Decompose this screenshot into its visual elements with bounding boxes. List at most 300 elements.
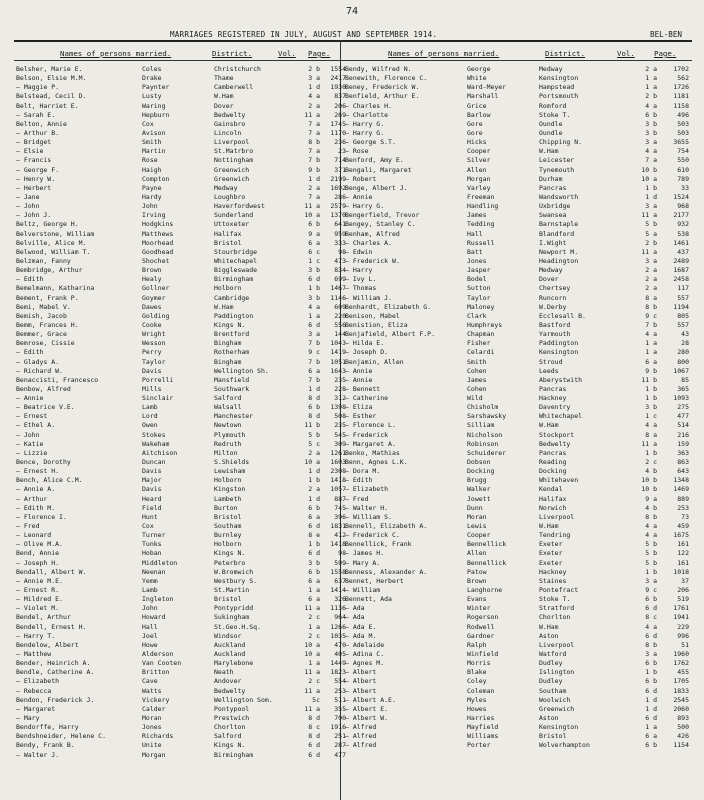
register-entry (14, 220, 346, 229)
volume: 8 b (645, 512, 657, 521)
spouse-surname: Chapman (467, 330, 495, 339)
register-entry (343, 403, 691, 412)
person-name: — Adelaide (345, 640, 385, 649)
page-ref: 700 (334, 713, 346, 722)
volume: 10 b (641, 165, 657, 174)
district: Tendring (539, 531, 571, 540)
spouse-surname: Dawes (142, 302, 162, 311)
page-ref: 2177 (673, 211, 689, 220)
register-entry (14, 713, 346, 723)
spouse-surname: Duncan (142, 458, 166, 467)
volume: 6 d (308, 522, 320, 531)
person-name: — William J. (345, 293, 392, 302)
spouse-surname: Davis (142, 366, 162, 375)
volume: 7 b (308, 156, 320, 165)
page-ref: 556 (334, 320, 346, 329)
district: Wellington Som. (214, 695, 273, 704)
person-name: — Violet M. (16, 604, 60, 613)
register-entry (14, 732, 346, 741)
district: Staines (539, 576, 567, 585)
spouse-surname: Silliam (467, 421, 495, 430)
spouse-surname: Waring (142, 101, 166, 110)
register-entry (343, 714, 691, 723)
page-ref: 1067 (673, 366, 689, 375)
district: Stratford (539, 604, 575, 613)
spouse-surname: Ingleton (142, 595, 174, 604)
district: Holborn (214, 476, 242, 485)
volume: 2 c (308, 613, 320, 622)
volume: 1 a (645, 83, 657, 92)
register-entry (343, 458, 691, 467)
register-entry (343, 540, 691, 549)
person-name: — Bennett (345, 384, 381, 393)
person-name: — Charles A. (345, 238, 392, 247)
district: Hackney (539, 567, 567, 576)
volume: 2 a (645, 65, 657, 73)
page-ref: 459 (677, 522, 689, 531)
register-entry (343, 723, 691, 732)
page-ref: 1194 (673, 302, 689, 311)
register-entry (343, 641, 691, 650)
volume: 7 b (645, 320, 657, 329)
page-ref: 3655 (673, 138, 689, 147)
volume: 3 a (308, 330, 320, 339)
volume: 1 d (308, 494, 320, 503)
page-ref: 326 (334, 595, 346, 604)
volume: 4 a (308, 302, 320, 311)
spouse-surname: Goymer (142, 293, 166, 302)
volume: 3 b (308, 266, 320, 275)
register-entry (14, 613, 346, 622)
register-entry (343, 531, 691, 540)
district: Liverpool (214, 138, 250, 147)
district: Neath (214, 668, 234, 677)
register-entry (343, 741, 691, 750)
volume: 3 a (645, 576, 657, 585)
spouse-surname: Taylor (467, 293, 491, 302)
district: Brentford (214, 330, 250, 339)
person-name: — Frederick C. (345, 531, 400, 540)
volume: 8 a (645, 293, 657, 302)
volume: 10 b (641, 476, 657, 485)
volume: 6 d (645, 604, 657, 613)
volume: 4 b (645, 467, 657, 476)
page-ref: 85 (681, 375, 689, 384)
district: W.Ham (214, 302, 234, 311)
volume: 6 a (645, 732, 657, 741)
person-name: — Edwin (345, 247, 373, 256)
spouse-surname: Dunn (467, 503, 483, 512)
district: Mansfield (214, 375, 250, 384)
volume: 3 b (645, 119, 657, 128)
volume: 1 a (645, 723, 657, 732)
page-ref: 2199 (330, 174, 346, 183)
page-ref: 1051 (330, 357, 346, 366)
district: Manchester (214, 412, 254, 421)
person-name: — Ada (345, 604, 365, 613)
register-entry (343, 650, 691, 659)
person-name: — Frederick (345, 430, 389, 439)
volume: 11 a (304, 604, 320, 613)
district: Plymouth (214, 430, 246, 439)
person-name: — Frederick W. (345, 256, 400, 265)
spouse-surname: Brown (467, 576, 487, 585)
district: Sunderland (214, 211, 254, 220)
volume: 8 e (308, 531, 320, 540)
volume: 1 c (308, 256, 320, 265)
person-name: — Robert (345, 174, 377, 183)
volume: 11 b (641, 375, 657, 384)
person-name: — John (16, 430, 40, 439)
district: Kings N. (214, 320, 246, 329)
district: Dover (539, 275, 559, 284)
person-name: — Leonard (16, 531, 52, 540)
district: Stourbridge (214, 247, 258, 256)
person-name: — James H. (345, 549, 385, 558)
page-ref: 206 (677, 586, 689, 595)
volume: 11 a (304, 110, 320, 119)
district: Redruth (214, 439, 242, 448)
spouse-surname: Healy (142, 275, 162, 284)
person-name: — Edith (345, 476, 373, 485)
volume: 6 b (645, 110, 657, 119)
page-ref: 511 (334, 695, 346, 704)
spouse-surname: Lewis (467, 522, 487, 531)
page-ref: 1461 (673, 238, 689, 247)
spouse-surname: Morgan (142, 750, 166, 759)
page-ref: 2489 (673, 256, 689, 265)
register-entry (343, 449, 691, 458)
volume: 1 d (308, 174, 320, 183)
person-name: — Jane (16, 192, 40, 201)
spouse-surname: Smith (142, 138, 162, 147)
district: Bedwelty (539, 439, 571, 448)
register-entry (343, 586, 691, 595)
spouse-surname: Moran (142, 713, 162, 722)
person-name: Benison, Mabel (345, 311, 400, 320)
spouse-surname: Avison (142, 128, 166, 137)
person-name: — Florence L. (345, 421, 396, 430)
register-entry (14, 339, 346, 348)
district: Lambeth (214, 494, 242, 503)
register-entry (14, 211, 346, 220)
spouse-surname: Coles (142, 65, 162, 73)
person-name: Bemi, Mabel V. (16, 302, 71, 311)
person-name: — Adina C. (345, 650, 385, 658)
register-entry (14, 567, 346, 577)
person-name: Bennell, Elizabeth A. (345, 522, 428, 531)
person-name: Benhardt, Elizabeth G. (345, 302, 432, 311)
page-ref: 508 (334, 412, 346, 421)
spouse-surname: Payne (142, 183, 162, 192)
person-name: — Walter J. (16, 750, 60, 759)
volume: 2 a (308, 101, 320, 110)
spouse-surname: Ralph (467, 640, 487, 649)
page-ref: 122 (677, 549, 689, 558)
page-ref: 1916 (330, 723, 346, 732)
person-name: Benness, Alexander A. (345, 567, 428, 576)
person-name: — William S. (345, 512, 392, 521)
district: Kensington (539, 723, 579, 732)
page-ref: 503 (677, 119, 689, 128)
register-entry (14, 558, 346, 568)
district: Andover (214, 677, 242, 686)
register-entry (343, 138, 691, 147)
volume: 1 b (308, 540, 320, 549)
district: Kensington (539, 348, 579, 357)
spouse-surname: Drake (142, 74, 162, 83)
district: Kensington (539, 74, 579, 83)
register-entry (343, 668, 691, 677)
district: Whitehaven (539, 476, 579, 485)
person-name: Bemish, Jacob (16, 311, 67, 320)
district: Oundle (539, 119, 563, 128)
page-ref: 959 (334, 229, 346, 238)
spouse-surname: Williams (467, 732, 499, 741)
register-entry (14, 686, 346, 696)
volume: 2 c (308, 677, 320, 686)
page-ref: 893 (677, 713, 689, 722)
page-ref: 1524 (673, 192, 689, 201)
person-name: Benko, Mathias (345, 448, 400, 457)
spouse-surname: George (467, 65, 491, 73)
spouse-surname: Handling (467, 202, 499, 211)
district: Headington (539, 256, 579, 265)
district: Haverfordwest (214, 202, 265, 211)
district: Aston (539, 631, 559, 640)
person-name: — George F. (16, 165, 60, 174)
page-ref: 161 (677, 558, 689, 567)
page-ref: 229 (677, 622, 689, 631)
district: Swansea (539, 211, 567, 220)
volume: 1 b (308, 476, 320, 485)
person-name: Bemrose, Cissie (16, 339, 75, 348)
register-entry (14, 750, 346, 760)
district: Hackney (539, 394, 567, 403)
spouse-surname: Lamb (142, 403, 158, 412)
district: Dudley (539, 659, 563, 668)
person-name: Bendel, Arthur (16, 613, 71, 622)
register-entry (14, 202, 346, 211)
volume: 11 b (304, 421, 320, 430)
page-ref: 1414 (330, 586, 346, 595)
volume: 11 a (304, 704, 320, 713)
page-ref: 2458 (673, 275, 689, 284)
person-name: — Mary (16, 713, 40, 722)
register-entry (343, 732, 691, 741)
volume: 8 b (645, 640, 657, 649)
volume: 2 a (308, 485, 320, 494)
person-name: — John (16, 202, 40, 211)
district: Prestwich (214, 713, 250, 722)
volume: 8 b (308, 138, 320, 147)
person-name: Belsher, Marie E. (16, 65, 83, 73)
page-ref: 98 (338, 247, 346, 256)
page-ref: 355 (334, 704, 346, 713)
volume: 11 a (304, 668, 320, 677)
spouse-surname: Coley (467, 677, 487, 686)
register-entry (14, 586, 346, 595)
page-ref: 365 (677, 384, 689, 393)
district: Romford (539, 101, 567, 110)
register-entry (14, 156, 346, 165)
register-entry (343, 120, 691, 129)
register-entry (14, 531, 346, 540)
volume: 5c (312, 695, 320, 704)
register-entry (14, 458, 346, 467)
register-entry (14, 65, 346, 74)
person-name: — John J. (16, 211, 52, 220)
district: Camberwell (214, 83, 254, 92)
person-name: — Alfred (345, 732, 377, 741)
register-entry (14, 695, 346, 705)
person-name: Bendy, Frank B. (16, 741, 75, 750)
right-names-header: Names of persons married. (388, 49, 500, 58)
volume: 10 a (304, 650, 320, 658)
district: Holborn (214, 540, 242, 549)
district: Pancras (539, 183, 567, 192)
spouse-surname: John (142, 202, 158, 211)
district: Halifax (539, 494, 567, 503)
page-ref: 1930 (330, 83, 346, 92)
spouse-surname: Compton (142, 174, 170, 183)
spouse-surname: Joel (142, 631, 158, 640)
page-ref: 599 (334, 558, 346, 567)
spouse-surname: Sutton (467, 284, 491, 293)
volume: 1 d (645, 704, 657, 713)
spouse-surname: Tedding (467, 220, 495, 229)
person-name: — Arthur (16, 494, 48, 503)
spouse-surname: Sarshawsky (467, 412, 507, 421)
district: Watford (539, 650, 567, 658)
page-ref: 253 (334, 686, 346, 695)
person-name: Benjafield, Albert F.P. (345, 330, 436, 339)
person-name: — Alfred (345, 723, 377, 732)
district: Kings N. (214, 741, 246, 750)
volume: 5 b (645, 558, 657, 567)
register-entry (14, 256, 346, 266)
person-name: — Harry G. (345, 202, 385, 211)
spouse-surname: Jones (467, 256, 487, 265)
district: Biggleswade (214, 266, 258, 275)
page-ref: 557 (677, 320, 689, 329)
volume: 5 b (645, 540, 657, 549)
person-name: — Ethel A. (16, 421, 56, 430)
volume: 3 a (645, 650, 657, 658)
spouse-surname: Maloney (467, 302, 495, 311)
volume: 8 d (308, 732, 320, 741)
register-entry (343, 467, 691, 476)
register-entry (343, 677, 691, 686)
district: Paddington (539, 339, 579, 348)
volume: 6 b (308, 503, 320, 512)
spouse-surname: Chisholm (467, 403, 499, 412)
spouse-surname: Wesson (142, 339, 166, 348)
person-name: — Thomas (345, 284, 377, 293)
page-ref: 1761 (673, 604, 689, 613)
register-entry (343, 623, 691, 632)
register-entry (14, 430, 346, 440)
spouse-surname: Bodel (467, 275, 487, 284)
spouse-surname: Hicks (467, 138, 487, 147)
register-entry (343, 202, 691, 211)
spouse-surname: Haigh (142, 165, 162, 174)
register-entry (14, 677, 346, 686)
district: Newport M. (539, 247, 579, 256)
spouse-surname: Robinson (467, 439, 499, 448)
district: Whitechapel (539, 412, 583, 421)
register-entry (14, 384, 346, 394)
district: Bristol (214, 238, 242, 247)
register-entry (343, 421, 691, 430)
right-district-header: District. (545, 49, 586, 58)
register-entry (343, 376, 691, 385)
spouse-surname: Grice (467, 101, 487, 110)
district: Windsor (214, 631, 242, 640)
page-ref: 144 (334, 330, 346, 339)
spouse-surname: Jones (142, 723, 162, 732)
page-ref: 699 (334, 275, 346, 284)
spouse-surname: Davis (142, 467, 162, 476)
person-name: — Harry G. (345, 128, 385, 137)
page-ref: 1418 (330, 476, 346, 485)
person-name: — Mildred E. (16, 595, 63, 604)
page-ref: 1558 (330, 567, 346, 576)
page-ref: 1960 (673, 650, 689, 658)
page-ref: 396 (334, 512, 346, 521)
spouse-surname: Vickery (142, 695, 170, 704)
volume: 2 c (308, 631, 320, 640)
register-entry (343, 74, 691, 83)
register-entry (343, 193, 691, 202)
page-ref: 216 (677, 430, 689, 439)
district: Walsall (214, 403, 242, 412)
person-name: Bengey, Stanley C. (345, 220, 416, 229)
volume: 2 c (645, 458, 657, 467)
person-name: Bement, Frank P. (16, 293, 79, 302)
page-ref: 1370 (330, 211, 346, 220)
volume: 1 d (645, 192, 657, 201)
register-entry (14, 147, 346, 156)
district: Kingston (214, 485, 246, 494)
page-ref: 286 (334, 192, 346, 201)
district: Medway (539, 266, 563, 275)
spouse-surname: Ward-Meyer (467, 83, 507, 92)
district: Stoke T. (539, 595, 571, 604)
district: Wolverhampton (539, 741, 590, 750)
person-name: — Ernest (16, 412, 48, 421)
page-ref: 33 (681, 183, 689, 192)
register-entry (14, 467, 346, 476)
page-ref: 426 (677, 732, 689, 741)
volume: 2 a (308, 448, 320, 457)
spouse-surname: Lord (142, 412, 158, 421)
volume: 6 d (308, 750, 320, 759)
person-name: Bendelow, Albert (16, 640, 79, 649)
page-ref: 437 (677, 247, 689, 256)
spouse-surname: Neenan (142, 567, 166, 576)
person-name: — Agnes M. (345, 659, 385, 668)
person-name: Belzman, Fanny (16, 256, 71, 265)
person-name: — Gladys A. (16, 357, 60, 366)
spouse-surname: Nicholson (467, 430, 503, 439)
volume: 4 a (645, 622, 657, 631)
register-entry (343, 577, 691, 586)
district: Birmingham (214, 750, 254, 759)
district: Oundle (539, 128, 563, 137)
person-name: Belson, Elsie M.M. (16, 74, 87, 83)
page-ref: 1941 (673, 613, 689, 622)
